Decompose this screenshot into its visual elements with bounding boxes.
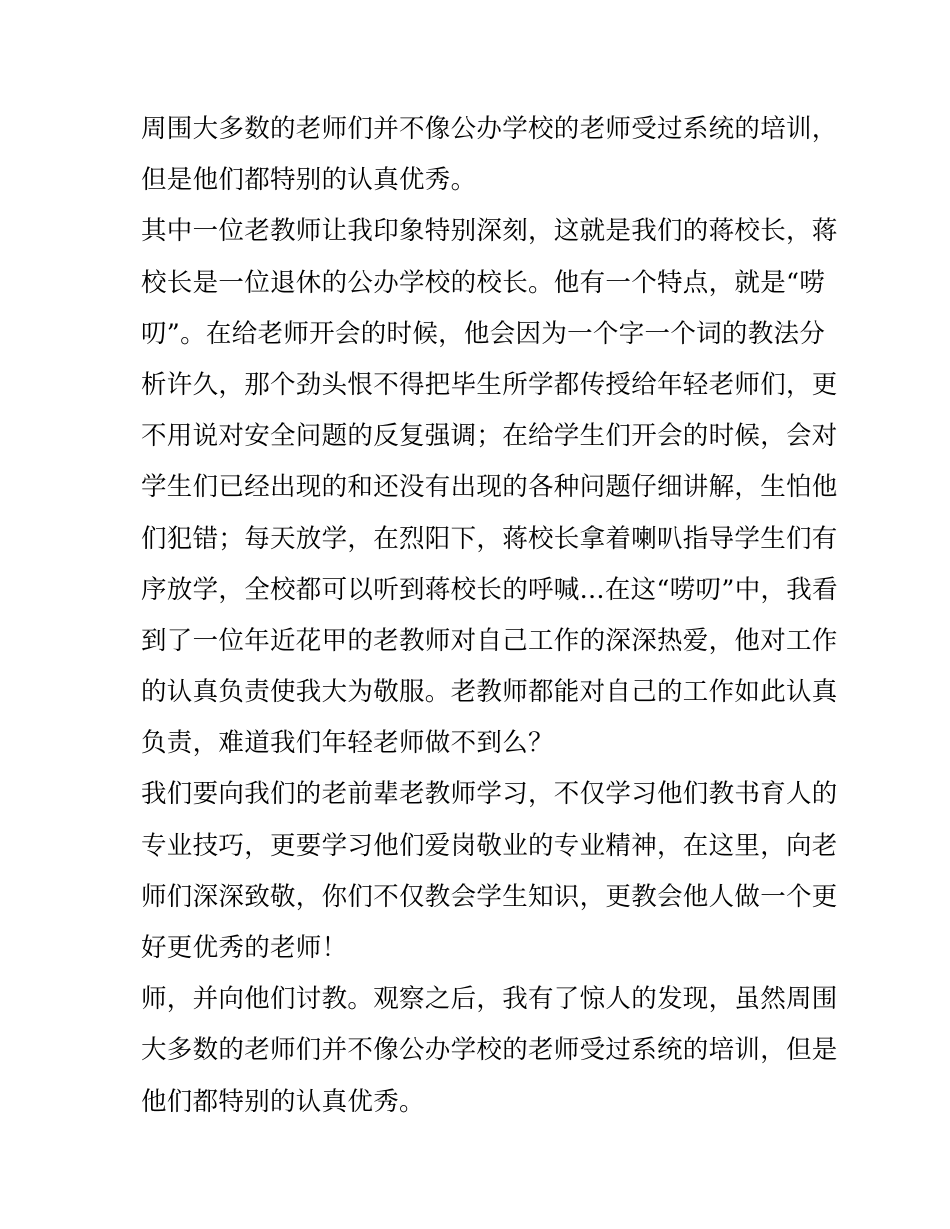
text-line: 校长是一位退休的公办学校的校长。他有一个特点，就是“唠 [141,267,826,298]
text-line: 专业技巧，更要学习他们爱岗敬业的专业精神，在这里，向老 [141,830,838,861]
body-text [141,104,838,1128]
text-line: 不用说对安全问题的反复强调；在给学生们开会的时候，会对 [141,421,838,452]
text-line: 我们要向我们的老前辈老教师学习，不仅学习他们教书育人的 [141,779,838,810]
text-line: 大多数的老师们并不像公办学校的老师受过系统的培训，但是 [141,1035,838,1066]
text-line: 但是他们都特别的认真优秀。 [141,165,477,196]
text-line: 周围大多数的老师们并不像公办学校的老师受过系统的培训， [141,114,838,144]
text-line: 负责，难道我们年轻老师做不到么？ [141,728,554,759]
text-line: 到了一位年近花甲的老教师对自己工作的深深热爱，他对工作 [141,625,838,656]
text-line: 师们深深致敬，你们不仅教会学生知识，更教会他人做一个更 [141,881,838,912]
text-line: 序放学，全校都可以听到蒋校长的呼喊...在这“唠叨”中，我看 [141,574,838,605]
text-line: 叨”。在给老师开会的时候，他会因为一个字一个词的教法分 [141,318,826,349]
text-line: 们犯错；每天放学，在烈阳下，蒋校长拿着喇叭指导学生们有 [141,523,838,554]
text-line: 其中一位老教师让我印象特别深刻，这就是我们的蒋校长，蒋 [141,216,838,247]
text-line: 他们都特别的认真优秀。 [141,1086,425,1117]
text-line: 好更优秀的老师！ [141,933,348,963]
text-line: 的认真负责使我大为敬服。老教师都能对自己的工作如此认真 [141,677,838,708]
text-line: 师，并向他们讨教。观察之后，我有了惊人的发现，虽然周围 [141,984,838,1015]
text-line: 学生们已经出现的和还没有出现的各种问题仔细讲解，生怕他 [141,472,838,503]
text-line: 析许久，那个劲头恨不得把毕生所学都传授给年轻老师们，更 [141,369,838,400]
